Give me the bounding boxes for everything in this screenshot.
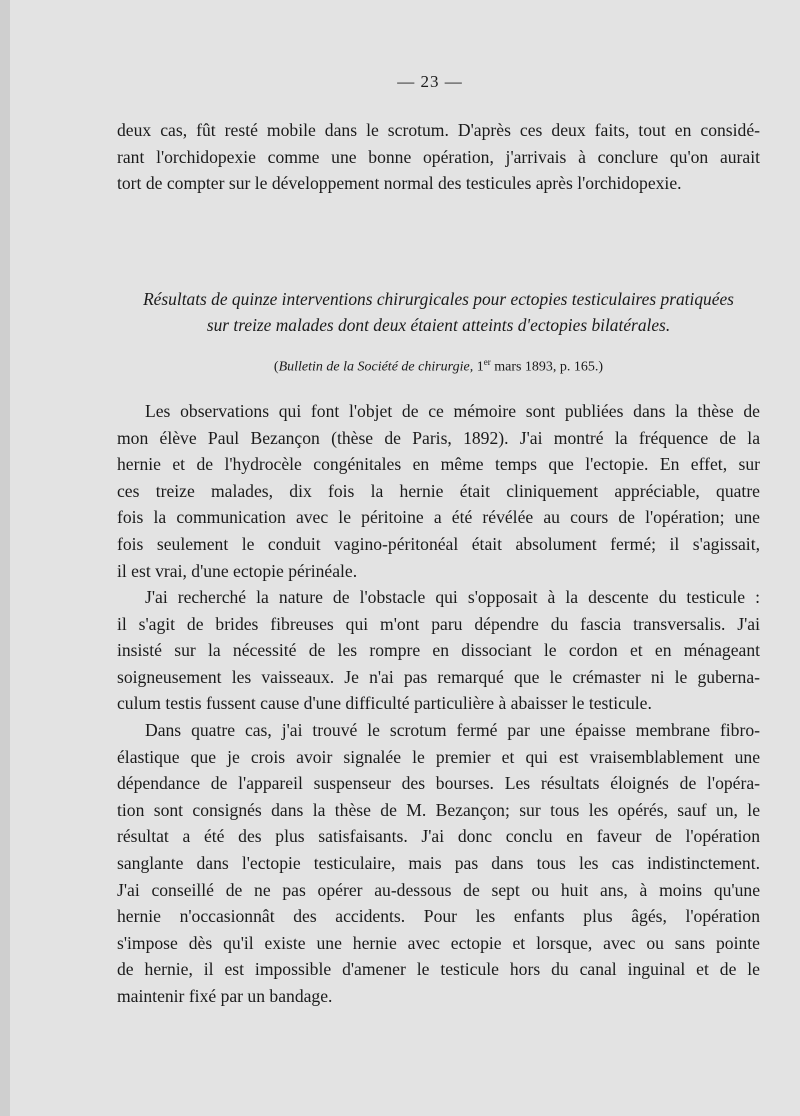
text-line: il est vrai, d'une ectopie périnéale. (117, 560, 358, 581)
text-line: tort de compter sur le développement normal des testicules après l'orchidopexie. (117, 173, 682, 194)
citation (117, 352, 760, 378)
text-line: insisté sur la nécessité de les rompre en dissociant le cordon et en ménageant (117, 640, 760, 661)
paragraph-1 (117, 117, 760, 197)
page-edge (0, 0, 10, 1116)
text-line: Les observations qui font l'objet de ce mémoire sont publiées dans la thèse de (145, 401, 760, 421)
paragraph-2 (117, 398, 760, 584)
text-line: sanglante dans l'ectopie testiculaire, mais pas dans tous les cas indistinctement. (117, 852, 760, 873)
citation-day-sup: er (483, 357, 491, 367)
heading-line: sur treize malades dont deux étaient atteints d'ectopies bilatérales. (206, 315, 671, 335)
text-line: mon élève Paul Bezançon (thèse de Paris, 1892). J'ai montré la fréquence de la (117, 427, 760, 448)
text-line: hernie n'occasionnât des accidents. Pour les enfants plus âgés, l'opération (117, 906, 760, 927)
text-line: culum testis fussent cause d'une difficulté particulière à abaisser le testicule. (117, 693, 652, 714)
text-line: soigneusement les vaisseaux. Je n'ai pas remarqué que le crémaster ni le guberna- (117, 666, 760, 687)
text-line: J'ai conseillé de ne pas opérer au-dessous de sept ou huit ans, à moins qu'une (117, 879, 760, 900)
text-line: rant l'orchidopexie comme une bonne opération, j'arrivais à conclure qu'on aurait (117, 146, 760, 167)
citation-day: 1 (476, 359, 484, 375)
text-line: résultat a été des plus satisfaisants. J'ai donc conclu en faveur de l'opération (117, 826, 760, 847)
text-line: dépendance de l'appareil suspenseur des bourses. Les résultats éloignés de l'opéra- (117, 773, 760, 794)
citation-open: ( (273, 359, 279, 375)
text-line: élastique que je crois avoir signalée le premier et qui est vraisemblablement une (117, 746, 760, 767)
citation-rest: mars 1893, p. 165.) (494, 359, 604, 375)
text-line: de hernie, il est impossible d'amener le testicule hors du canal inguinal et de le (117, 959, 760, 980)
heading-line: Résultats de quinze interventions chirurgicales pour ectopies testiculaires pratiquées (143, 289, 734, 309)
citation-source: Bulletin de la Société de chirurgie, (278, 359, 474, 375)
text-line: Dans quatre cas, j'ai trouvé le scrotum fermé par une épaisse membrane fibro- (145, 720, 760, 740)
text-line: maintenir fixé par un bandage. (117, 985, 333, 1006)
page-number: — 23 — (397, 72, 463, 91)
text-line: deux cas, fût resté mobile dans le scrotum. D'après ces deux faits, tout en considé- (117, 120, 760, 140)
text-line: s'impose dès qu'il existe une hernie avec ectopie et lorsque, avec ou sans pointe (117, 932, 760, 953)
text-line: ces treize malades, dix fois la hernie était cliniquement appréciable, quatre (117, 480, 760, 501)
text-line: fois seulement le conduit vagino-péritonéal était absolument fermé; il s'agissait, (117, 533, 760, 554)
paragraph-3 (117, 584, 760, 717)
text-line: J'ai recherché la nature de l'obstacle qui s'opposait à la descente du testicule : (145, 587, 760, 607)
section-heading (117, 286, 760, 338)
text-line: tion sont consignés dans la thèse de M. Bezançon; sur tous les opérés, sauf un, le (117, 799, 760, 820)
text-line: il s'agit de brides fibreuses qui m'ont paru dépendre du fascia transversalis. J'ai (117, 613, 760, 634)
text-line: hernie et de l'hydrocèle congénitales en même temps que l'ectopie. En effet, sur (117, 454, 760, 475)
paragraph-4 (117, 717, 760, 1010)
text-line: fois la communication avec le péritoine a été révélée au cours de l'opération; une (117, 507, 760, 528)
